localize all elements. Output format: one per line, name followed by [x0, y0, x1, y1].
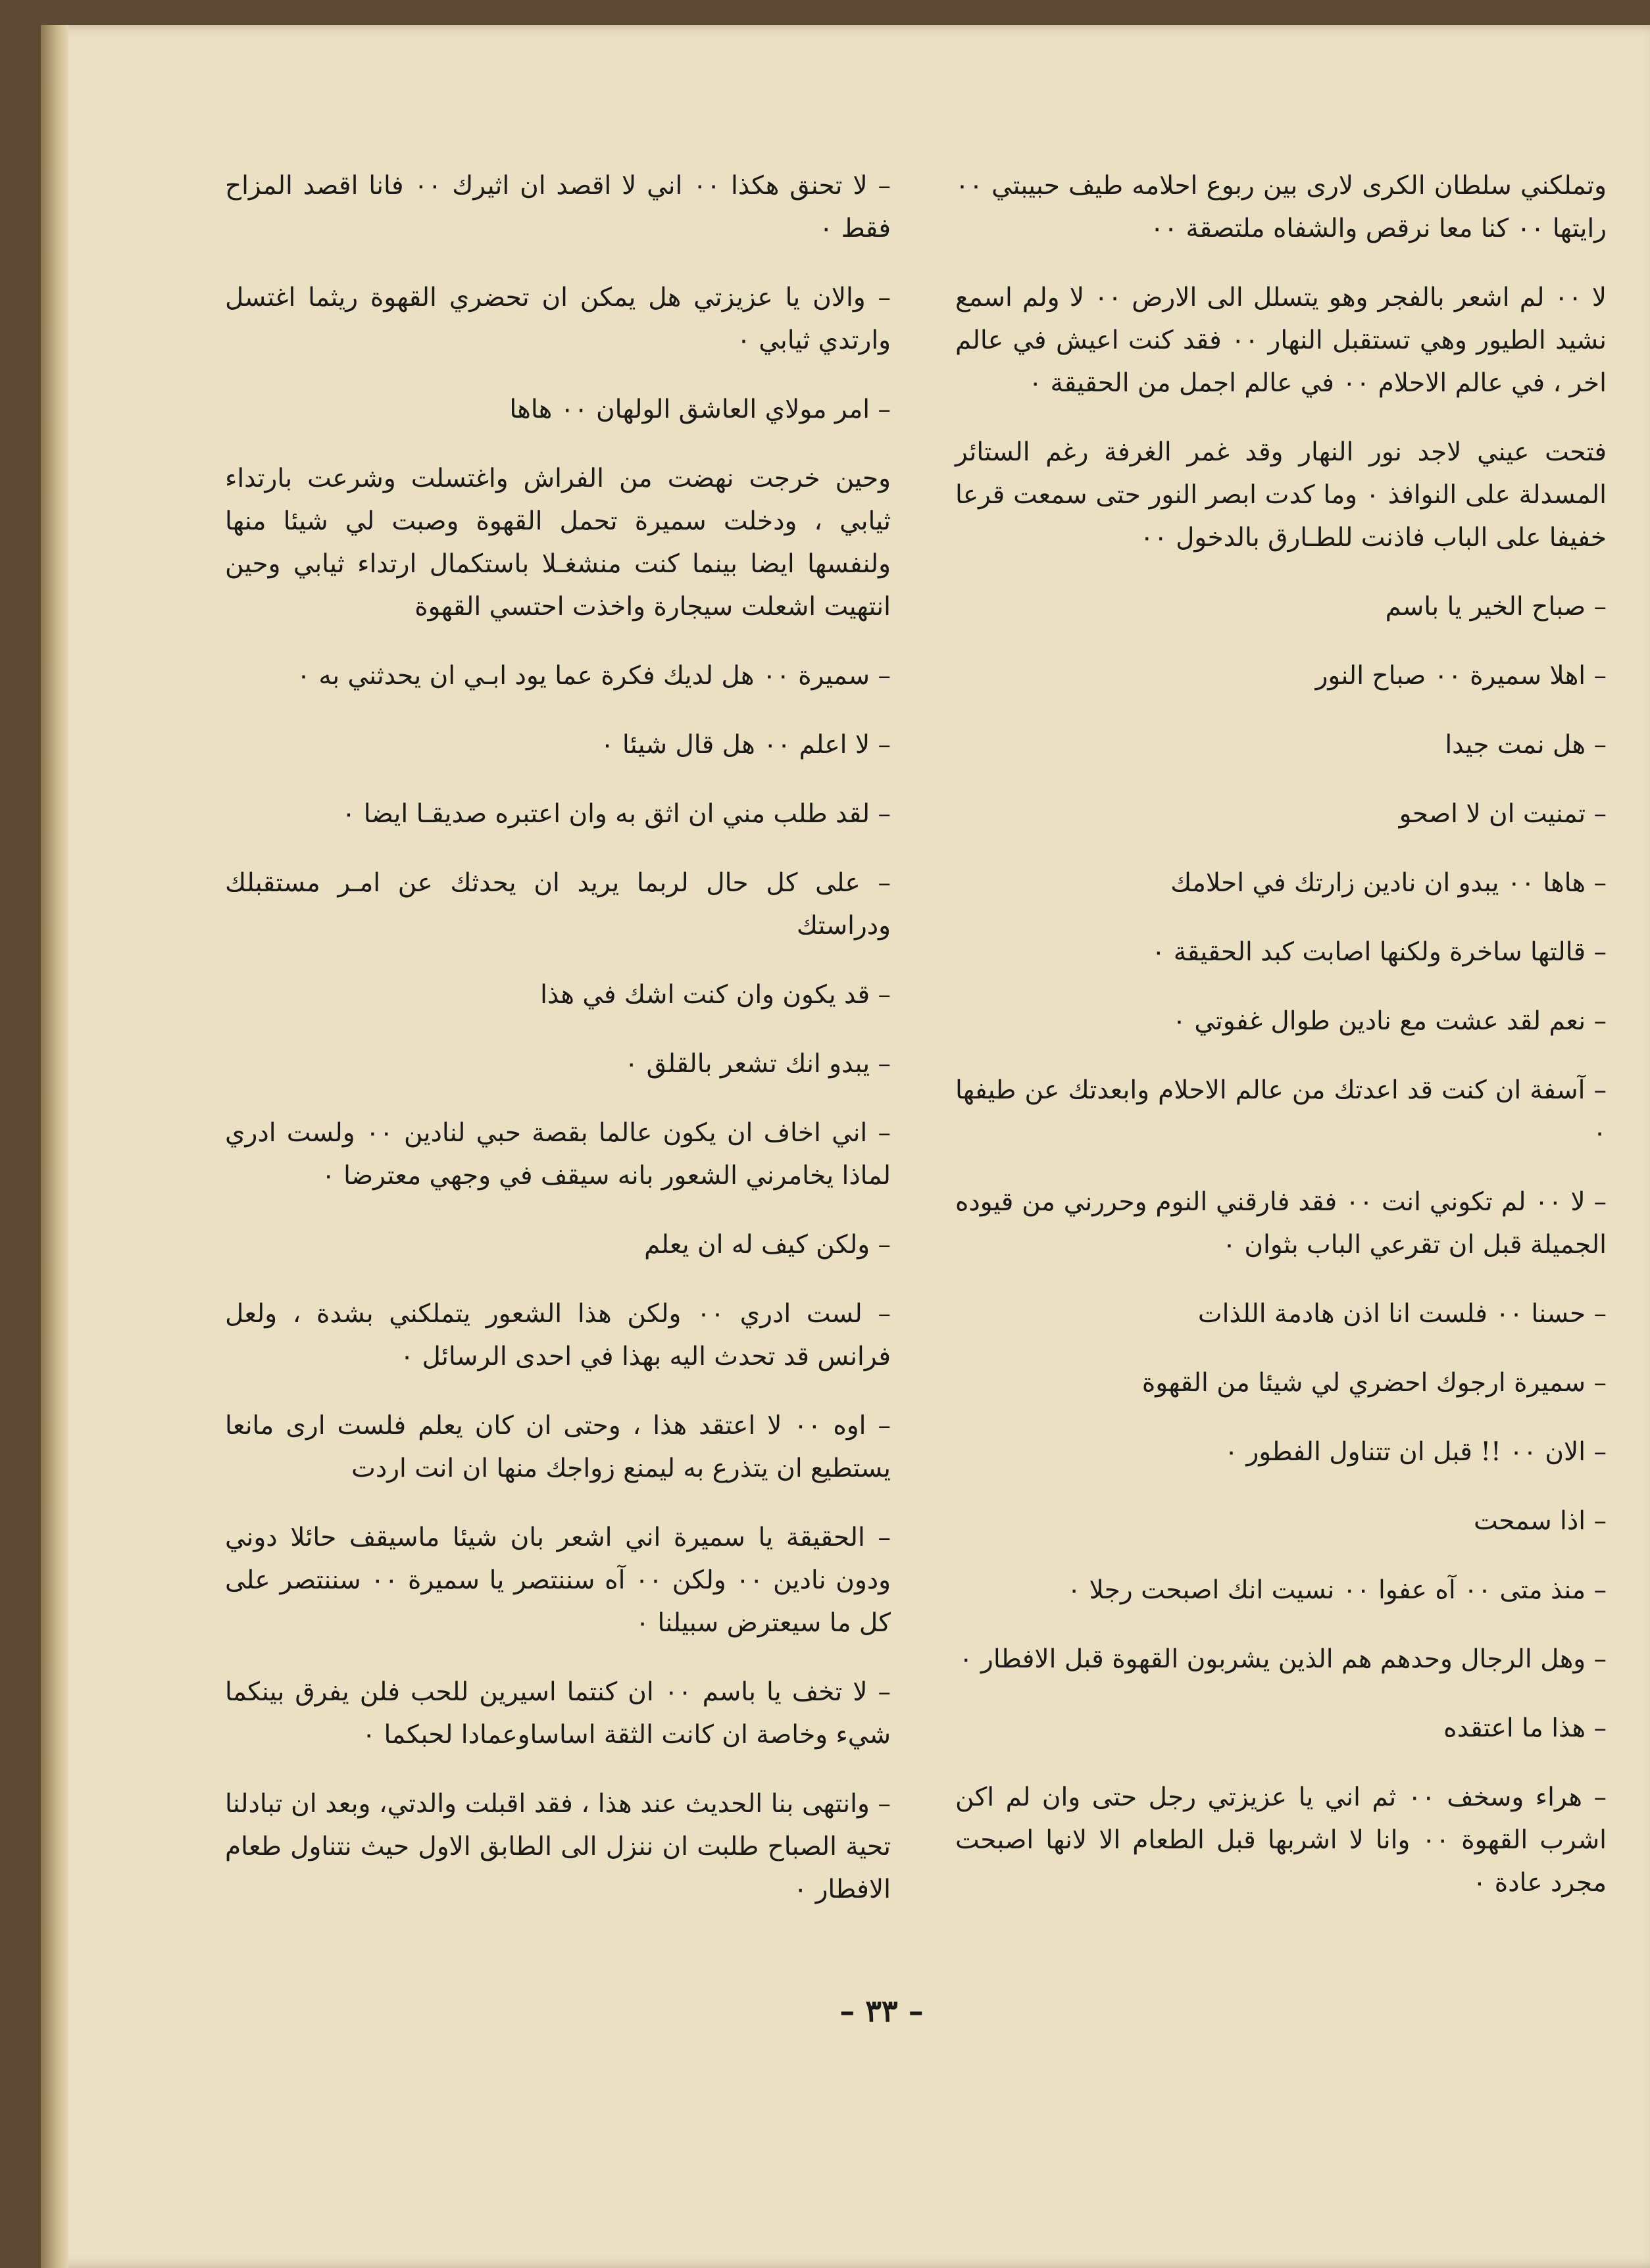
dialogue-line: – لست ادري ٠٠ ولكن هذا الشعور يتملكني بشدة ، ولعل فرانس قد تحدث اليه بهذا في احدى الرسائل ٠ — [225, 1299, 891, 1371]
dialogue-line: – تمنيت ان لا اصحو — [1399, 799, 1607, 829]
dialogue-line: – لا اعلم ٠٠ هل قال شيئا ٠ — [600, 730, 891, 760]
paragraph: وحين خرجت نهضت من الفراش واغتسلت وشرعت بارتداء ثيابي ، ودخلت سميرة تحمل القهوة وصبت لي شيئا منها ولنفسها ايضا بينما كنت منشغـلا باستكمال ارتداء ثيابي وحين انتهيت اشعلت سيجارة واخذت احتسي القهوة — [225, 464, 891, 622]
dialogue-line: – الحقيقة يا سميرة اني اشعر بان شيئا ماسيقف حائلا دوني ودون نادين ٠٠ ولكن ٠٠ آه سننتصر يا سميرة ٠٠ سننتصر على كل ما سيعترض سبيلنا ٠ — [225, 1523, 891, 1638]
dialogue-line: – اذا سمحت — [1473, 1506, 1607, 1536]
dialogue-line: – ولكن كيف له ان يعلم — [644, 1230, 891, 1260]
dialogue-line: – امر مولاي العاشق الولهان ٠٠ هاها — [509, 395, 891, 424]
paragraph: وتملكني سلطان الكرى لارى بين ربوع احلامه طيف حبيبتي ٠٠ رايتها ٠٠ كنا معا نرقص والشفاه ملتصقة ٠٠ — [955, 171, 1607, 243]
dialogue-line: – حسنا ٠٠ فلست انا اذن هادمة اللذات — [1197, 1299, 1607, 1329]
dialogue-line: – سميرة ارجوك احضري لي شيئا من القهوة — [1141, 1368, 1607, 1398]
dialogue-line: – قد يكون وان كنت اشك في هذا — [540, 980, 891, 1010]
dialogue-line: – وهل الرجال وحدهم هم الذين يشربون القهوة قبل الافطار ٠ — [959, 1644, 1607, 1674]
paragraph: لا ٠٠ لم اشعر بالفجر وهو يتسلل الى الارض ٠٠ لا ولم اسمع نشيد الطيور وهي تستقبل النهار ٠٠ فقد كنت اعيش في عالم اخر ، في عالم الاحلام ٠٠ في عالم اجمل من الحقيقة ٠ — [955, 283, 1607, 398]
page-number: – ٣٣ – — [839, 1993, 924, 2029]
dialogue-line: – هاها ٠٠ يبدو ان نادين زارتك في احلامك — [1170, 868, 1607, 898]
page-binding — [41, 25, 68, 2268]
dialogue-line: – على كل حال لربما يريد ان يحدثك عن امـر مستقبلك ودراستك — [225, 868, 891, 941]
left-text-column — [225, 164, 891, 1937]
dialogue-line: – الان ٠٠ !! قبل ان تتناول الفطور ٠ — [1224, 1437, 1607, 1467]
dialogue-line: – والان يا عزيزتي هل يمكن ان تحضري القهوة ريثما اغتسل وارتدي ثيابي ٠ — [225, 283, 891, 355]
paragraph: – وانتهى بنا الحديث عند هذا ، فقد اقبلت والدتي، وبعد ان تبادلنا تحية الصباح طلبت ان ننزل الى الطابق الاول حيث نتناول طعام الافطار ٠ — [225, 1789, 891, 1904]
dialogue-line: – منذ متى ٠٠ آه عفوا ٠٠ نسيت انك اصبحت رجلا ٠ — [1067, 1575, 1607, 1605]
dialogue-line: – نعم لقد عشت مع نادين طوال غفوتي ٠ — [1172, 1006, 1607, 1036]
dialogue-line: – قالتها ساخرة ولكنها اصابت كبد الحقيقة ٠ — [1151, 937, 1607, 967]
dialogue-line: – آسفة ان كنت قد اعدتك من عالم الاحلام وابعدتك عن طيفها ٠ — [955, 1075, 1607, 1148]
paragraph: فتحت عيني لاجد نور النهار وقد غمر الغرفة رغم الستائر المسدلة على النوافذ ٠ وما كدت ابصر النور حتى سمعت قرعا خفيفا على الباب فاذنت للطـارق بالدخول ٠٠ — [955, 437, 1607, 553]
dialogue-line: – صباح الخير يا باسم — [1385, 592, 1607, 622]
dialogue-line: – هل نمت جيدا — [1445, 730, 1607, 760]
dialogue-line: – هراء وسخف ٠٠ ثم اني يا عزيزتي رجل حتى وان لم اكن اشرب القهوة ٠٠ وانا لا اشربها قبل الطعام الا لانها اصبحت مجرد عادة ٠ — [955, 1783, 1607, 1898]
dialogue-line: – اهلا سميرة ٠٠ صباح النور — [1315, 661, 1607, 691]
dialogue-line: – هذا ما اعتقده — [1443, 1713, 1607, 1743]
right-text-column — [955, 164, 1607, 1931]
dialogue-line: – لا ٠٠ لم تكوني انت ٠٠ فقد فارقني النوم وحررني من قيوده الجميلة قبل ان تقرعي الباب بثوان ٠ — [955, 1187, 1607, 1260]
dialogue-line: – اني اخاف ان يكون عالما بقصة حبي لنادين ٠٠ ولست ادري لماذا يخامرني الشعور بانه سيقف في وجهي معترضا ٠ — [225, 1118, 891, 1191]
dialogue-line: – اوه ٠٠ لا اعتقد هذا ، وحتى ان كان يعلم فلست ارى مانعا يستطيع ان يتذرع به ليمنع زواجك منها ان انت اردت — [225, 1411, 891, 1483]
dialogue-line: – لقد طلب مني ان اثق به وان اعتبره صديقـا ايضا ٠ — [341, 799, 891, 829]
dialogue-line: – سميرة ٠٠ هل لديك فكرة عما يود ابـي ان يحدثني به ٠ — [297, 661, 891, 691]
dialogue-line: – لا تحنق هكذا ٠٠ اني لا اقصد ان اثيرك ٠٠ فانا اقصد المزاح فقط ٠ — [225, 171, 891, 243]
dialogue-line: – لا تخف يا باسم ٠٠ ان كنتما اسيرين للحب فلن يفرق بينكما شيء وخاصة ان كانت الثقة اساساوعمادا لحبكما ٠ — [225, 1677, 891, 1750]
dialogue-line: – يبدو انك تشعر بالقلق ٠ — [624, 1049, 891, 1079]
